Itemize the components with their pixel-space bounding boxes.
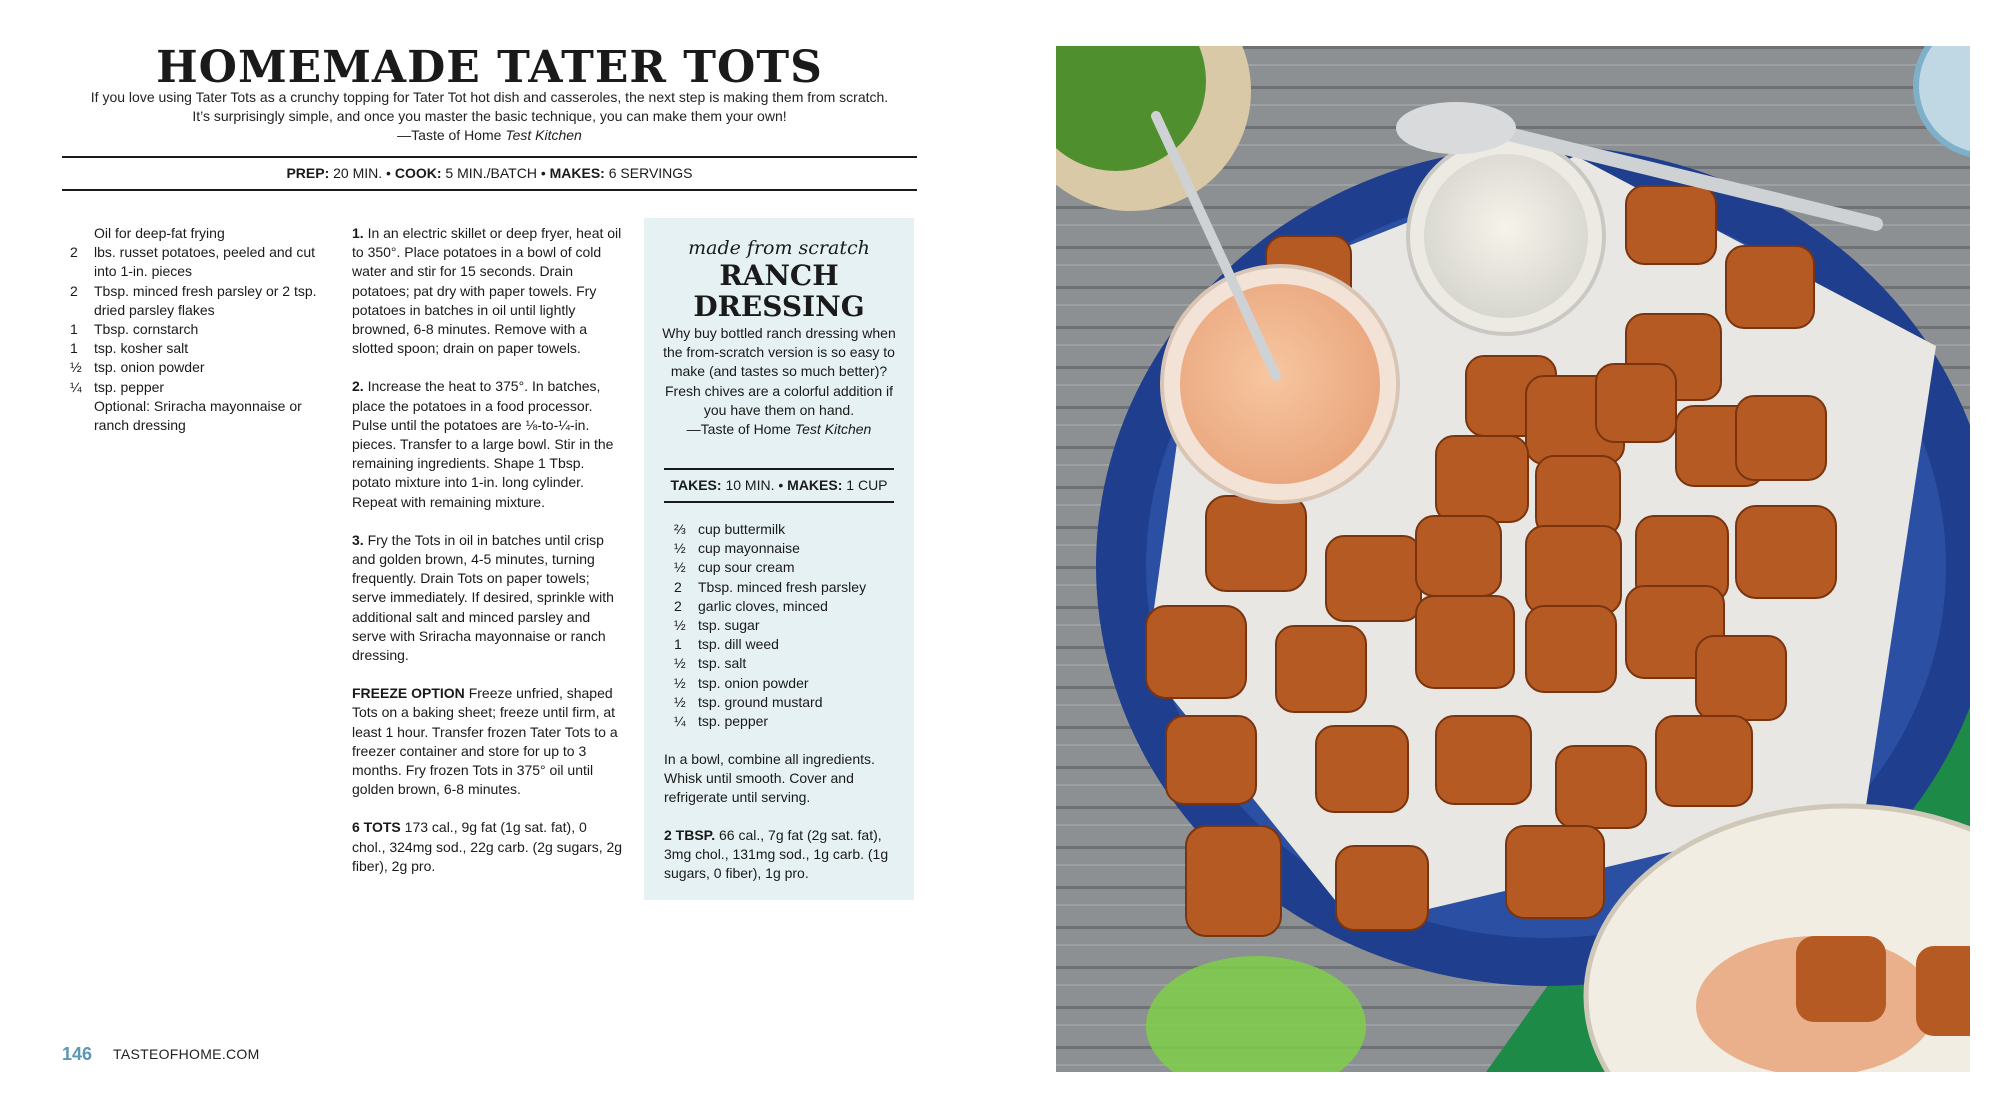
sidebar-nutrition: 2 TBSP. 66 cal., 7g fat (2g sat. fat), 3mg chol., 131mg sod., 1g carb. (1g sugars, 0 fiber), 1g pro. [664,827,889,882]
recipe-ingredient [62,243,327,281]
recipe-ingredient-text: Tbsp. minced fresh parsley or 2 tsp. dried parsley flakes [94,282,317,318]
sidebar-meta: TAKES: 10 MIN. • MAKES: 1 CUP [670,477,888,493]
recipe-title: HOMEMADE TATER TOTS [156,42,823,93]
step-3: 3. Fry the Tots in oil in batches until crisp and golden brown, 4-5 minutes, turning frequently. Drain Tots on paper towels; serve immediately. If desired, sprinkle with additional salt and minced parsley and serve with Sriracha mayonnaise or ranch dressing. [352,531,614,664]
divider-bottom [62,189,917,191]
recipe-steps [352,224,624,895]
ingredient-list [62,224,327,435]
sidebar-ingredient [674,578,894,597]
ranch-sidebar [644,218,914,900]
recipe-ingredient-text: Tbsp. cornstarch [94,321,199,338]
sidebar-title-line-2: DRESSING [693,290,865,323]
tater-tots-photo [1056,46,1970,1072]
sidebar-ingredient [674,674,894,693]
sidebar-ingredient-text: tsp. dill weed [698,636,779,653]
freeze-option: FREEZE OPTION Freeze unfried, shaped Tots on a baking sheet; freeze until firm, at least 1 hour. Transfer frozen Tater Tots to a freezer container and store for up to 3 months. Fry frozen Tots in 375° oil until golden brown, 6-8 minutes. [352,685,618,798]
sidebar-subtitle: made from scratch [688,237,870,259]
ranch-dressing-bowl [1424,154,1588,318]
sidebar-credit-kitchen: Test Kitchen [794,421,872,438]
makes-label: MAKES: [549,165,605,181]
sidebar-ingredient-text: tsp. sugar [698,617,760,634]
sidebar-ingredient-text: Tbsp. minced fresh parsley [698,578,867,595]
nutrition-facts: 6 TOTS 173 cal., 9g fat (1g sat. fat), 0 chol., 324mg sod., 22g carb. (2g sugars, 2g fiber), 2g pro. [352,819,623,874]
sidebar-divider-top [664,468,894,470]
sidebar-ingredient-text: cup buttermilk [698,521,786,537]
recipe-ingredient-qty: ¼ [70,378,82,395]
recipe-ingredient-qty: 2 [70,244,78,261]
recipe-ingredient-qty: 2 [70,282,78,299]
sidebar-directions: In a bowl, combine all ingredients. Whisk until smooth. Cover and refrigerate until serving. [664,751,875,806]
sidebar-ingredient-text: tsp. onion powder [698,674,809,691]
recipe-ingredient [62,358,327,377]
sidebar-ingredient-text: cup sour cream [698,559,795,576]
sidebar-ingredient [674,597,894,616]
cook-value: 5 MIN./BATCH [445,165,537,181]
sidebar-intro [662,324,896,439]
sidebar-ingredient-text: tsp. ground mustard [698,693,823,710]
sidebar-ingredient-qty: ½ [674,674,686,691]
sidebar-ingredient [674,635,894,654]
divider-top [62,156,917,158]
page-number: 146 [62,1044,93,1064]
sidebar-ingredient [674,693,894,712]
recipe-intro [62,88,917,145]
recipe-credit [62,126,917,145]
recipe-ingredient-qty: 1 [70,321,78,338]
intro-line-2: It’s surprisingly simple, and once you master the basic technique, you can make them your own! [192,108,787,124]
credit-kitchen: Test Kitchen [505,127,582,143]
recipe-ingredient-qty: 1 [70,340,78,357]
sidebar-title [644,260,914,322]
step-1: 1. In an electric skillet or deep fryer, heat oil to 350°. Place potatoes in a bowl of cold water and stir for 15 seconds. Drain potatoes; pat dry with paper towels. Fry potatoes in batches in oil until lightly browned, 6-8 minutes. Remove with a slotted spoon; drain on paper towels. [352,225,622,357]
sidebar-ingredient-text: tsp. pepper [698,713,769,730]
sidebar-ingredient-text: cup mayonnaise [698,540,800,557]
takes-value: 10 MIN. [725,477,775,493]
sidebar-ingredient-text: garlic cloves, minced [698,597,828,614]
sidebar-intro-text: Why buy bottled ranch dressing when the from-scratch version is so easy to make (and tastes so much better)? Fresh chives are a colorful addition if you have them on hand. [662,325,896,418]
sidebar-ingredient [674,654,894,673]
prep-value: 20 MIN. [333,165,383,181]
sidebar-makes-value: 1 CUP [846,477,888,493]
site-url: TASTEOFHOME.COM [113,1046,260,1062]
sidebar-ingredient [674,712,894,731]
sidebar-ingredient-qty: ½ [674,540,686,557]
makes-value: 6 SERVINGS [608,165,693,181]
sidebar-ingredient-list [674,520,894,731]
recipe-meta: PREP: 20 MIN. • COOK: 5 MIN./BATCH • MAKES: 6 SERVINGS [286,165,693,181]
sidebar-ingredient-qty: ½ [674,617,686,634]
sidebar-ingredient-qty: ½ [674,559,686,576]
step-2: 2. Increase the heat to 375°. In batches, place the potatoes in a food processor. Pulse until the potatoes are ⅛-to-¼-in. pieces. Transfer to a large bowl. Stir in the remaining ingredients. Shape 1 Tbsp. potato mixture into 1-in. long cylinder. Repeat with remaining mixture. [352,378,614,510]
sidebar-ingredient [674,539,894,558]
recipe-ingredient-text: tsp. kosher salt [94,340,189,357]
sidebar-ingredient [674,616,894,635]
recipe-ingredient-qty [62,224,94,243]
sidebar-ingredient-qty: 2 [674,578,682,595]
takes-label: TAKES: [670,477,722,493]
sidebar-ingredient-text: tsp. salt [698,655,747,672]
sidebar-ingredient [674,520,894,539]
recipe-ingredient-text: tsp. onion powder [94,359,205,376]
recipe-ingredient [62,320,327,339]
sidebar-ingredient-qty: 2 [674,597,682,614]
recipe-ingredient-qty [62,397,94,435]
credit-prefix: —Taste of Home [397,127,506,143]
recipe-ingredient-text: Oil for deep-fat frying [94,225,225,241]
sriracha-mayo-bowl [1180,284,1380,484]
recipe-ingredient-qty: ½ [70,359,82,376]
recipe-ingredient [62,339,327,358]
recipe-ingredient [62,282,327,320]
recipe-ingredient-text: tsp. pepper [94,378,165,395]
recipe-ingredient-text: Optional: Sriracha mayonnaise or ranch dressing [94,397,302,434]
sidebar-title-line-1: RANCH [719,259,839,292]
sidebar-ingredient [674,558,894,577]
sidebar-ingredient-qty: ½ [674,655,686,672]
sidebar-ingredient-qty: ⅔ [674,521,686,537]
recipe-ingredient-text: lbs. russet potatoes, peeled and cut into 1-in. pieces [94,244,316,280]
sidebar-makes-label: MAKES: [787,477,843,493]
sidebar-credit-prefix: —Taste of Home [686,421,795,438]
cook-label: COOK: [394,165,442,181]
sidebar-ingredient-qty: ½ [674,693,686,710]
sidebar-divider-bottom [664,501,894,503]
prep-label: PREP: [286,165,330,181]
sidebar-ingredient-qty: 1 [674,636,682,653]
sidebar-ingredient-qty: ¼ [674,713,686,730]
recipe-ingredient [62,378,327,397]
intro-line-1: If you love using Tater Tots as a crunchy topping for Tater Tot hot dish and casseroles, the next step is making them from scratch. [90,89,889,105]
recipe-ingredient [62,397,327,435]
recipe-ingredient [62,224,327,243]
